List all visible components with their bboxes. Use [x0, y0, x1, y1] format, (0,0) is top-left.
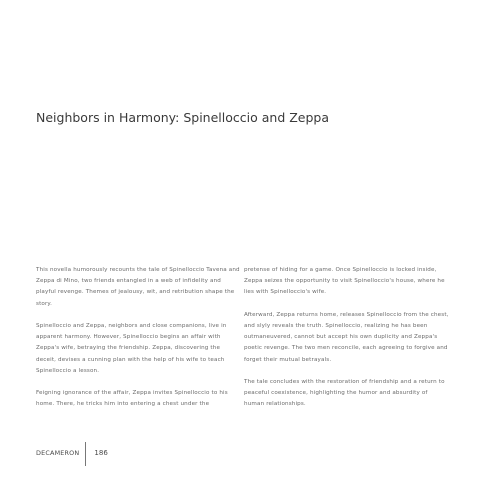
- paragraph: Afterward, Zeppa returns home, releases Spinelloccio from the chest, and slyly reveals the truth. Spinelloccio, realizing he has been outmaneuvered, cannot but accept his own duplicity and Zeppa's poetic revenge. The two men reconcile, each agreeing to forgive and forget their mutual betrayals.: [244, 311, 449, 363]
- running-head: DECAMERON: [36, 449, 80, 457]
- footer-divider: [85, 442, 86, 466]
- paragraph: pretense of hiding for a game. Once Spinelloccio is locked inside, Zeppa seizes the opportunity to visit Spinelloccio's house, where he lies with Spinelloccio's wife.: [244, 267, 445, 296]
- page-title: Neighbors in Harmony: Spinelloccio and Zeppa: [36, 110, 330, 125]
- text-column-right: [244, 265, 449, 422]
- page-footer: [36, 442, 108, 464]
- text-column-left: [36, 265, 241, 422]
- paragraph: This novella humorously recounts the tale of Spinelloccio Tavena and Zeppa di Mino, two friends entangled in a web of infidelity and playful revenge. Themes of jealousy, wit, and retribution shape the story.: [36, 267, 240, 307]
- paragraph: Feigning ignorance of the affair, Zeppa invites Spinelloccio to his home. There, he tricks him into entering a chest under the: [36, 390, 228, 408]
- page-number: 186: [94, 449, 108, 457]
- paragraph: The tale concludes with the restoration of friendship and a return to peaceful coexistence, highlighting the humor and absurdity of human relationships.: [244, 379, 445, 408]
- paragraph: Spinelloccio and Zeppa, neighbors and close companions, live in apparent harmony. However, Spinelloccio begins an affair with Zeppa's wife, betraying the friendship. Zeppa, discovering the deceit, devises a cunning plan with the help of his wife to teach Spinelloccio a lesson.: [36, 323, 227, 374]
